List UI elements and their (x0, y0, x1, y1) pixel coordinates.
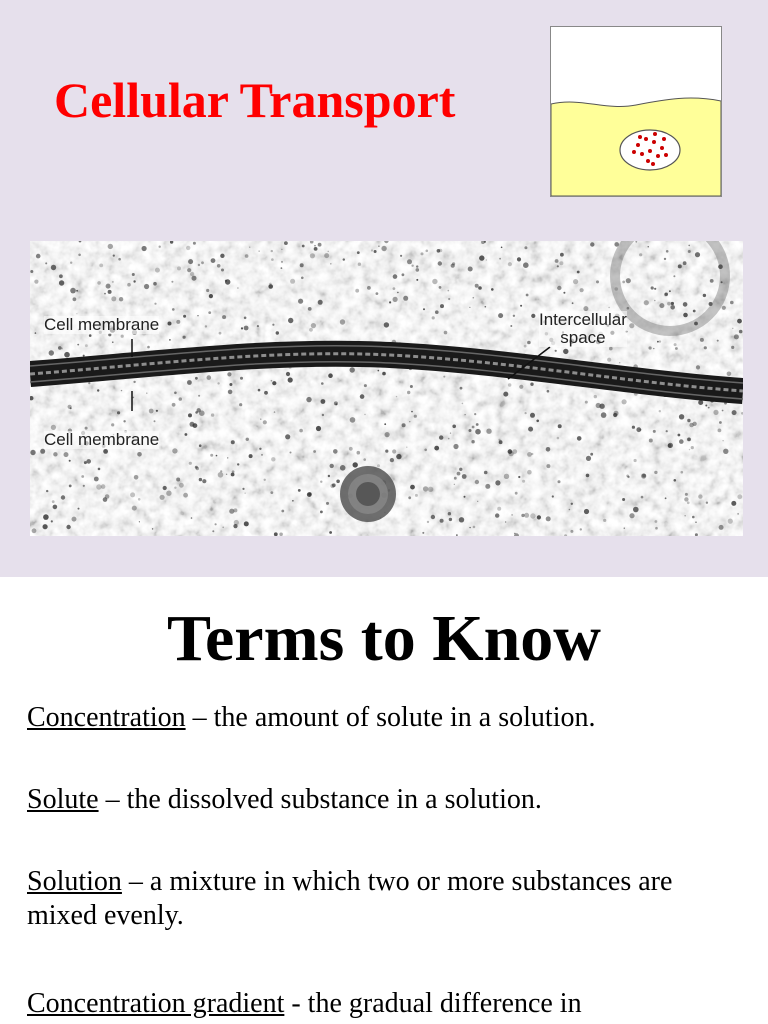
term-concentration-gradient (27, 987, 747, 1021)
slide-heading: Terms to Know (167, 602, 601, 675)
term-definition: – the amount of solute in a solution. (185, 702, 596, 733)
term-name: Solution (27, 866, 122, 897)
term-name: Solute (27, 784, 99, 815)
term-name: Concentration gradient (27, 988, 285, 1019)
slide-title: Cellular Transport (54, 72, 456, 128)
term-name: Concentration (27, 702, 186, 733)
label-intercellular-space (539, 311, 627, 347)
beaker-illustration (550, 26, 722, 197)
label-cell-membrane-bottom: Cell membrane (44, 430, 160, 449)
label-intercellular-line2: space (560, 327, 606, 347)
term-definition: - the gradual difference in (284, 988, 582, 1019)
term-solute (27, 783, 747, 817)
term-definition: – the dissolved substance in a solution. (98, 784, 542, 815)
term-definition: – a mixture in which two or more substances are mixed evenly. (27, 866, 673, 932)
label-intercellular-line1: Intercellular (539, 310, 627, 329)
term-solution (27, 865, 747, 933)
electron-micrograph (30, 241, 743, 536)
term-concentration (27, 701, 747, 735)
slide-terms-to-know (0, 577, 768, 1024)
label-cell-membrane-top: Cell membrane (44, 315, 160, 334)
